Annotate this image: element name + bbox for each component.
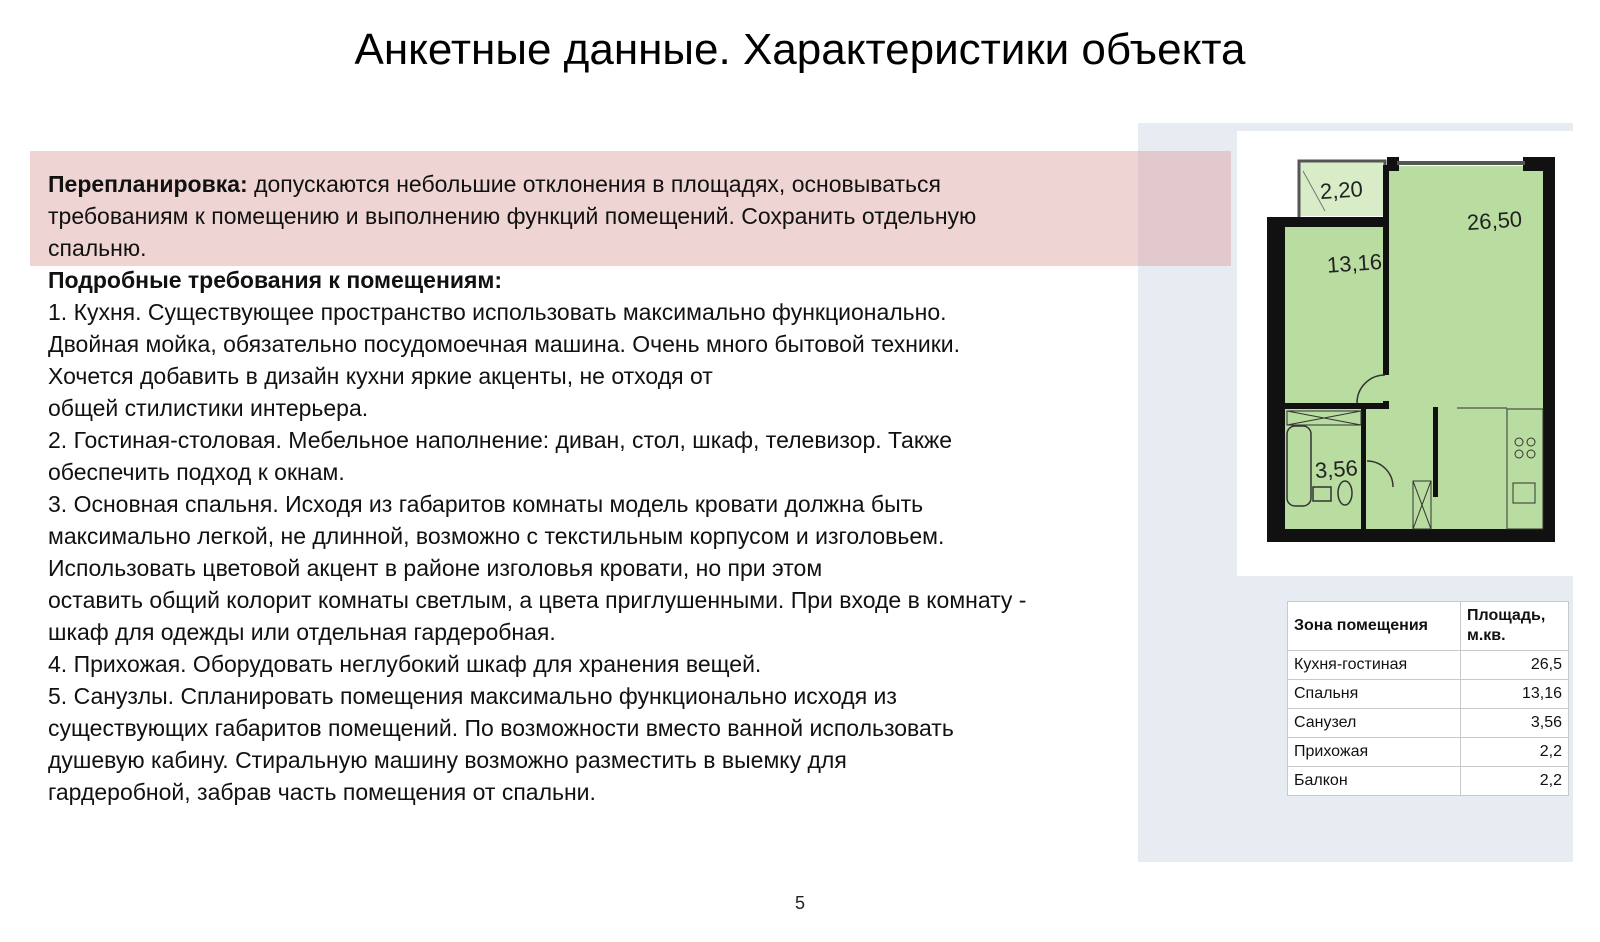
page-number: 5 [794,893,805,913]
replanning-line-1 [48,168,1198,200]
replanning-text-1: допускаются небольшие отклонения в площадях, основываться [247,171,941,197]
table-row [1288,709,1569,738]
table-row [1288,738,1569,767]
requirement-line: гардеробной, забрав часть помещения от спальни. [48,779,596,805]
requirement-line: общей стилистики интерьера. [48,395,369,421]
requirements-text [48,168,1198,808]
zone-cell: Балкон [1288,767,1461,796]
page-title: Анкетные данные. Характеристики объекта [354,25,1246,74]
replanning-line-2: требованиям к помещению и выполнению функций помещений. Сохранить отдельную [48,203,977,229]
requirement-line: душевую кабину. Стиральную машину возможно разместить в выемку для [48,747,847,773]
zone-cell: Кухня-гостиная [1288,651,1461,680]
floor-plan-drawing [1237,131,1573,576]
wall-left [1267,217,1285,542]
balcony-area-label: 2,20 [1319,176,1364,205]
zone-column-header: Зона помещения [1288,602,1461,651]
area-cell: 2,2 [1461,767,1569,796]
area-cell: 2,2 [1461,738,1569,767]
zone-cell: Санузел [1288,709,1461,738]
wall-bedroom-top [1267,217,1387,227]
requirement-line: 5. Санузлы. Спланировать помещения максимально функционально исходя из [48,683,897,709]
requirement-line: 3. Основная спальня. Исходя из габаритов комнаты модель кровати должна быть [48,491,924,517]
requirement-line: шкаф для одежды или отдельная гардеробная. [48,619,556,645]
wall-bathroom-right [1361,409,1366,529]
living-window [1397,161,1525,165]
zone-cell: Спальня [1288,680,1461,709]
requirement-line: Хочется добавить в дизайн кухни яркие акценты, не отходя от [48,363,713,389]
requirement-line: 4. Прихожая. Оборудовать неглубокий шкаф для хранения вещей. [48,651,762,677]
area-cell: 3,56 [1461,709,1569,738]
area-table-header-row [1288,602,1569,651]
requirement-line: Использовать цветовой акцент в районе изголовья кровати, но при этом [48,555,823,581]
bathroom-area-label: 3,56 [1314,455,1359,484]
table-row [1288,651,1569,680]
requirement-line: оставить общий колорит комнаты светлым, а цвета приглушенными. При входе в комнату - [48,587,1027,613]
area-table [1287,601,1569,796]
requirement-line: максимально легкой, не длинной, возможно с текстильным корпусом и изголовьем. [48,523,945,549]
wall-right [1543,157,1555,542]
details-heading: Подробные требования к помещениям: [48,267,503,293]
requirement-line: 2. Гостиная-столовая. Мебельное наполнение: диван, стол, шкаф, телевизор. Также [48,427,953,453]
area-column-header: Площадь, м.кв. [1461,602,1569,651]
requirement-line: существующих габаритов помещений. По возможности вместо ванной использовать [48,715,954,741]
wall-bedroom-living [1383,165,1389,375]
table-row [1288,680,1569,709]
requirement-line: обеспечить подход к окнам. [48,459,345,485]
living-area-label: 26,50 [1466,206,1523,236]
bedroom-area-label: 13,16 [1326,248,1383,278]
requirement-line: Двойная мойка, обязательно посудомоечная машина. Очень много бытовой техники. [48,331,961,357]
wall-hall-right [1433,407,1438,497]
requirement-line: 1. Кухня. Существующее пространство использовать максимально функционально. [48,299,947,325]
wall-bedroom-bottom [1267,403,1389,409]
table-row [1288,767,1569,796]
zone-cell: Прихожая [1288,738,1461,767]
floor-plan [1237,131,1573,576]
replanning-label: Перепланировка: [48,171,248,197]
area-cell: 13,16 [1461,680,1569,709]
replanning-line-3: спальню. [48,235,147,261]
area-cell: 26,5 [1461,651,1569,680]
wall-bottom [1267,529,1555,542]
